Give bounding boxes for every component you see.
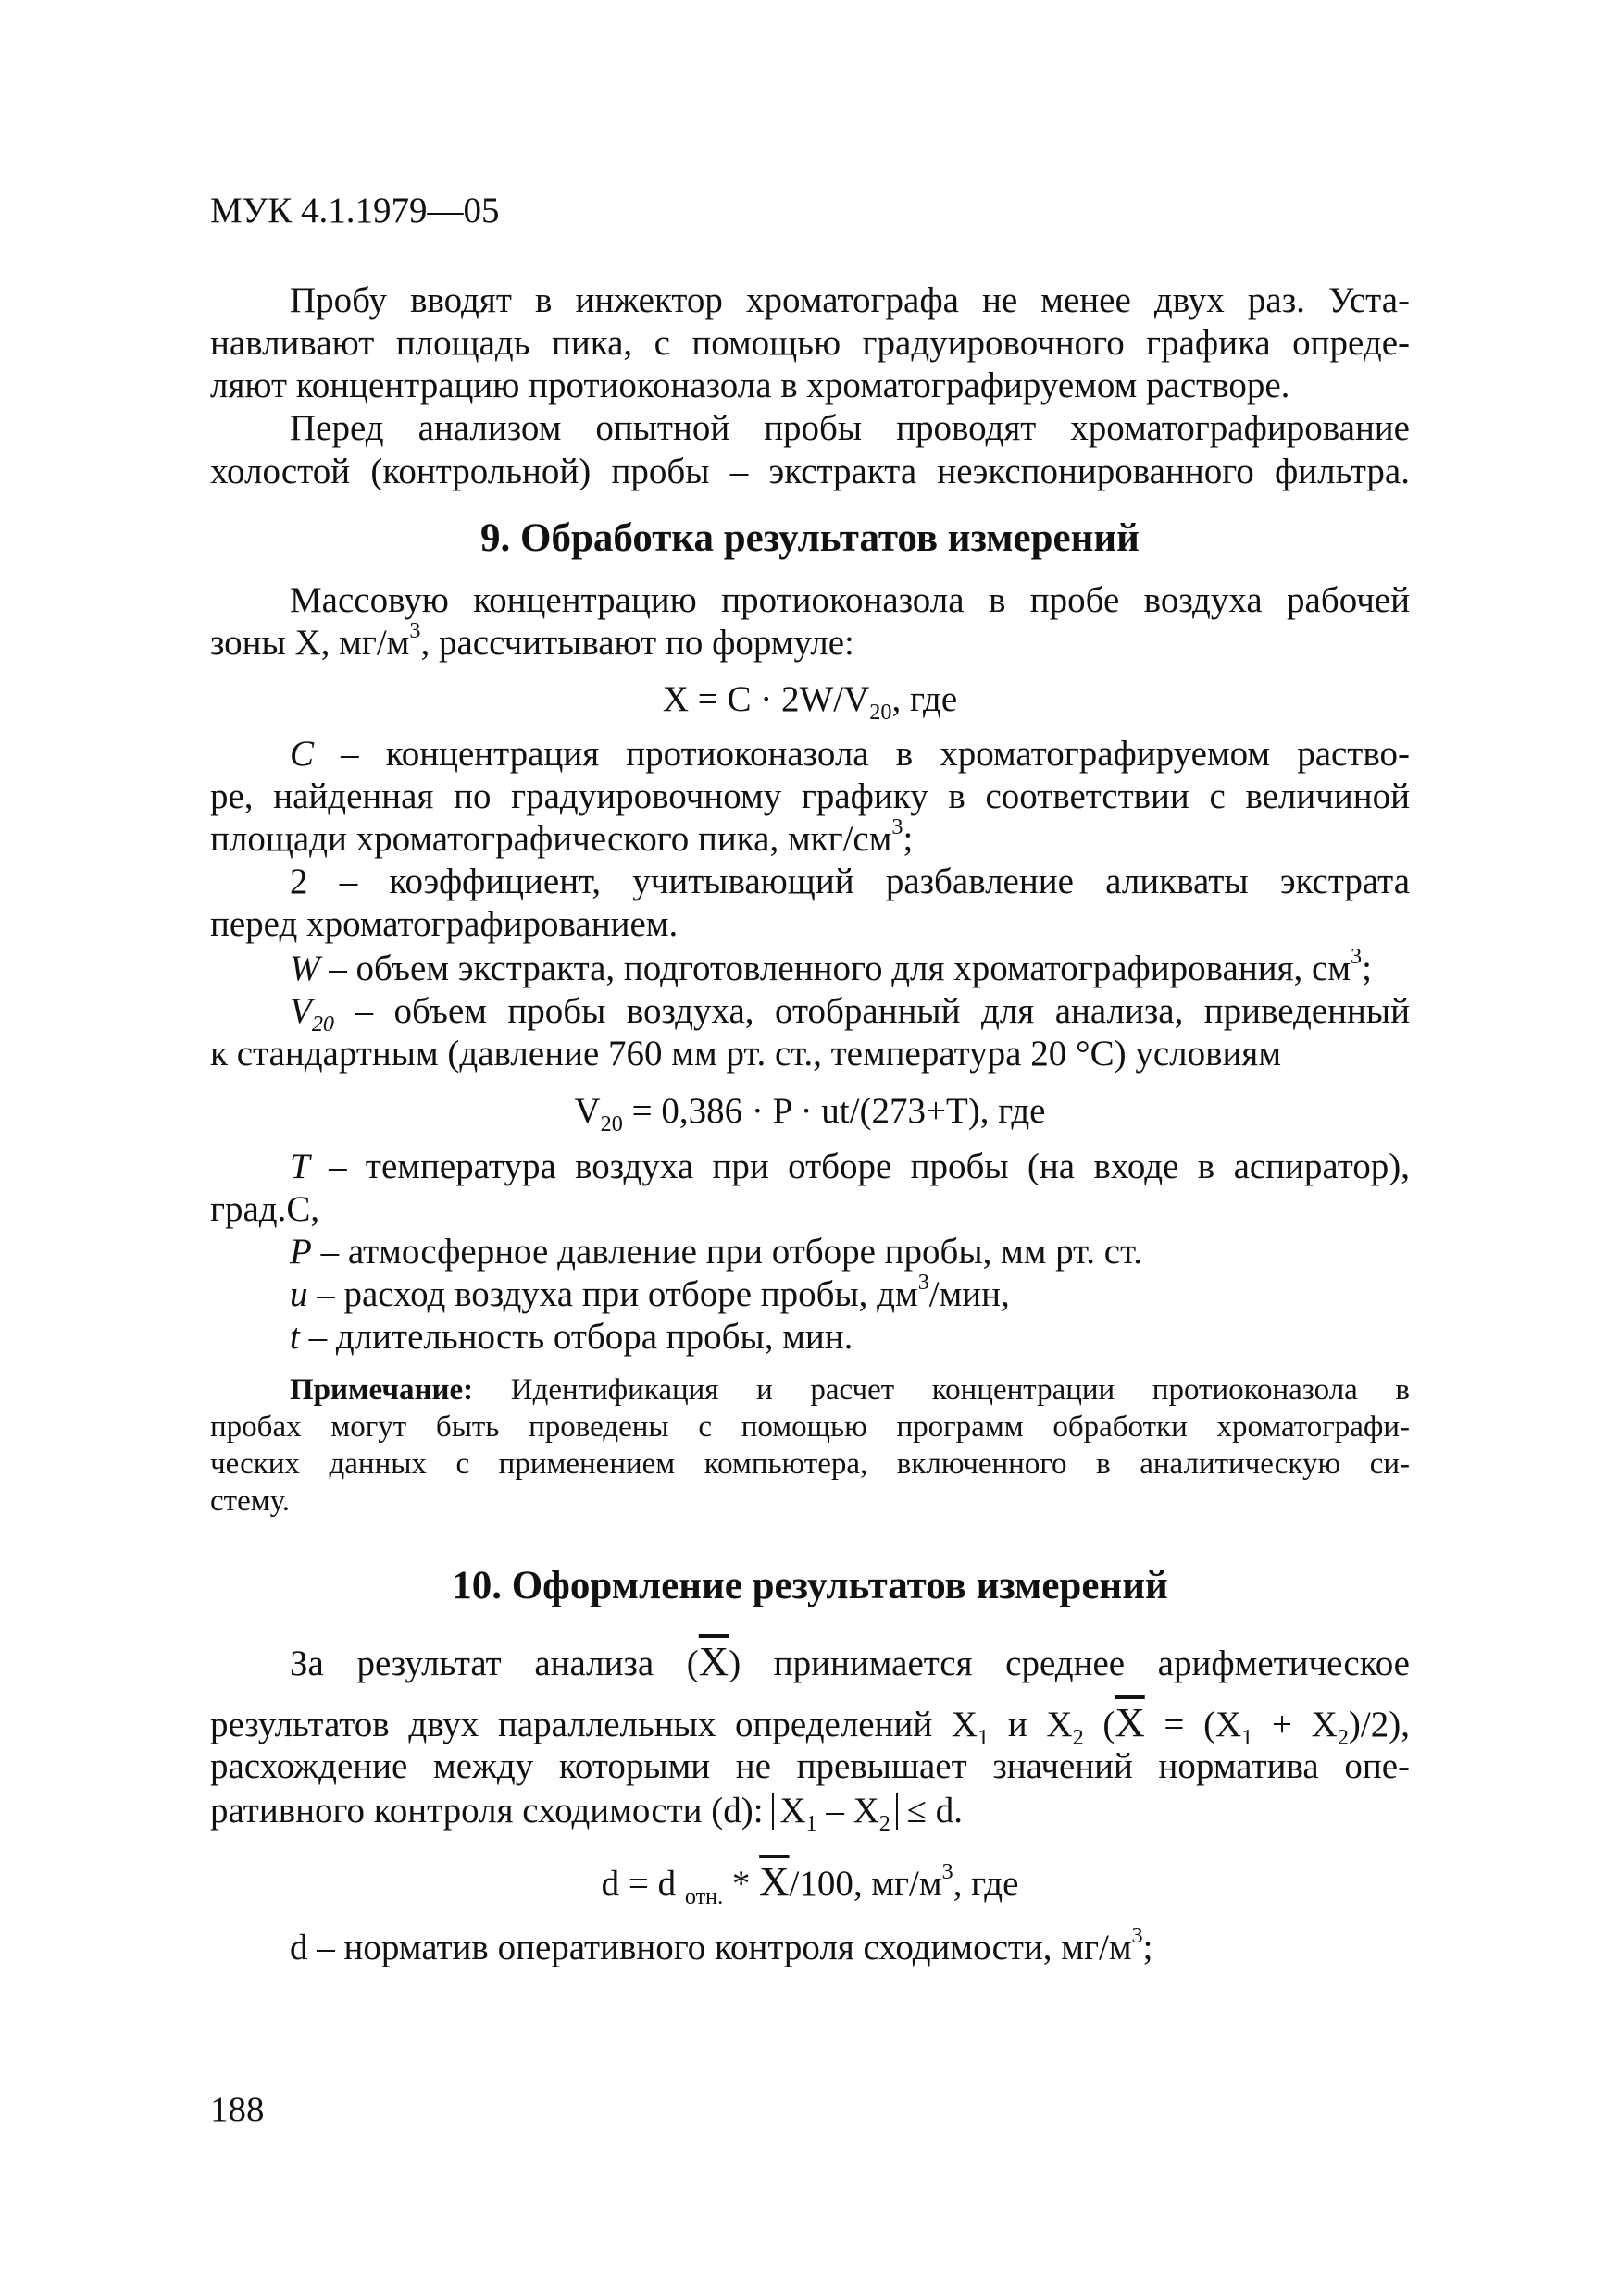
paragraph-line: результатов двух параллельных определений $X_1$ и $X_2$ $(\overline{X} = (X_1 + X_2)/2)$, [210,1699,1410,1750]
paragraph-line: перед хроматографированием. [210,904,679,944]
paragraph-line: навливают площадь пика, с помощью градуировочного графика опреде- [210,323,1410,363]
running-header: МУК 4.1.1979—05 [210,191,500,230]
absolute-value: $X_1 - X_2$ [772,1793,898,1830]
note-line: пробах могут быть проведены с помощью программ обработки хроматографи- [210,1410,1410,1444]
definition-coefficient: 2 – коэффициент, учитывающий разбавление аликваты экстрата [290,862,1410,901]
formula-d: d = d $_{отн.} * \overline{X}/100$, $мг/м^3$, где [601,1858,1019,1909]
paragraph-line: холостой (контрольной) пробы – экстракта неэкспонированного фильтра. [210,452,1410,491]
paragraph-line: ре, найденная по градуировочному графику в соответствии с величиной [210,776,1410,816]
paragraph-line: Пробу вводят в инжектор хроматографа не менее двух раз. Уста- [290,280,1410,320]
definition-w: W – объем экстракта, подготовленного для хроматографирования, $см^3$; [290,944,1372,988]
definition-u: u – расход воздуха при отборе пробы, $дм^3$/мин, [290,1270,1010,1314]
definition-v20: $V_{20}$ – объем пробы воздуха, отобранный для анализа, приведенный [290,991,1410,1036]
definition-p: P – атмосферное давление при отборе пробы, мм рт. ст. [290,1232,1142,1272]
paragraph-line: зоны X, $мг/м^3$, рассчитывают по формуле: [210,618,854,663]
formula-v20: $V_{20} = 0,386 \cdot P \cdot ut/(273+T)$, где [574,1091,1046,1136]
paragraph-line: к стандартным (давление 760 мм рт. ст., температура 20 °С) условиям [210,1034,1282,1074]
paragraph-line: Перед анализом опытной пробы проводят хроматографирование [290,408,1410,448]
note: Примечание: Идентификация и расчет концентрации протиоконазола в [290,1373,1410,1407]
definition-d: d – норматив оперативного контроля сходимости, $мг/м^3$; [290,1923,1153,1967]
page-number: 188 [210,2090,265,2129]
section-10-heading: 10. Оформление результатов измерений [452,1564,1168,1607]
paragraph-line: ляют концентрацию протиоконазола в хроматографируемом растворе. [210,366,1290,405]
paragraph-line: град.С, [210,1189,320,1229]
section-9-heading: 9. Обработка результатов измерений [480,516,1140,560]
definition-t: T – температура воздуха при отборе пробы (на входе в аспиратор), [290,1147,1410,1186]
paragraph-line: расхождение между которыми не превышает значений норматива опе- [210,1746,1410,1786]
note-line: ческих данных с применением компьютера, включенного в аналитическую си- [210,1447,1410,1481]
paragraph-line: площади хроматографического пика, мкг/$см^3$; [210,814,914,859]
paragraph-line: Массовую концентрацию протиоконазола в пробе воздуха рабочей [290,580,1410,620]
formula-x: $X = C \cdot 2W/V_{20}$, где [662,679,958,725]
paragraph-line: За результат анализа $(\overline{X})$ принимается среднее арифметическое [290,1638,1410,1684]
definition-t-duration: t – длительность отбора пробы, мин. [290,1317,853,1357]
paragraph-line: ративного контроля сходимости (d): $X_1 - X_2 \le d$. [210,1791,964,1836]
note-line: стему. [210,1484,291,1518]
definition-c: C – концентрация протиоконазола в хроматографируемом раство- [290,734,1410,774]
